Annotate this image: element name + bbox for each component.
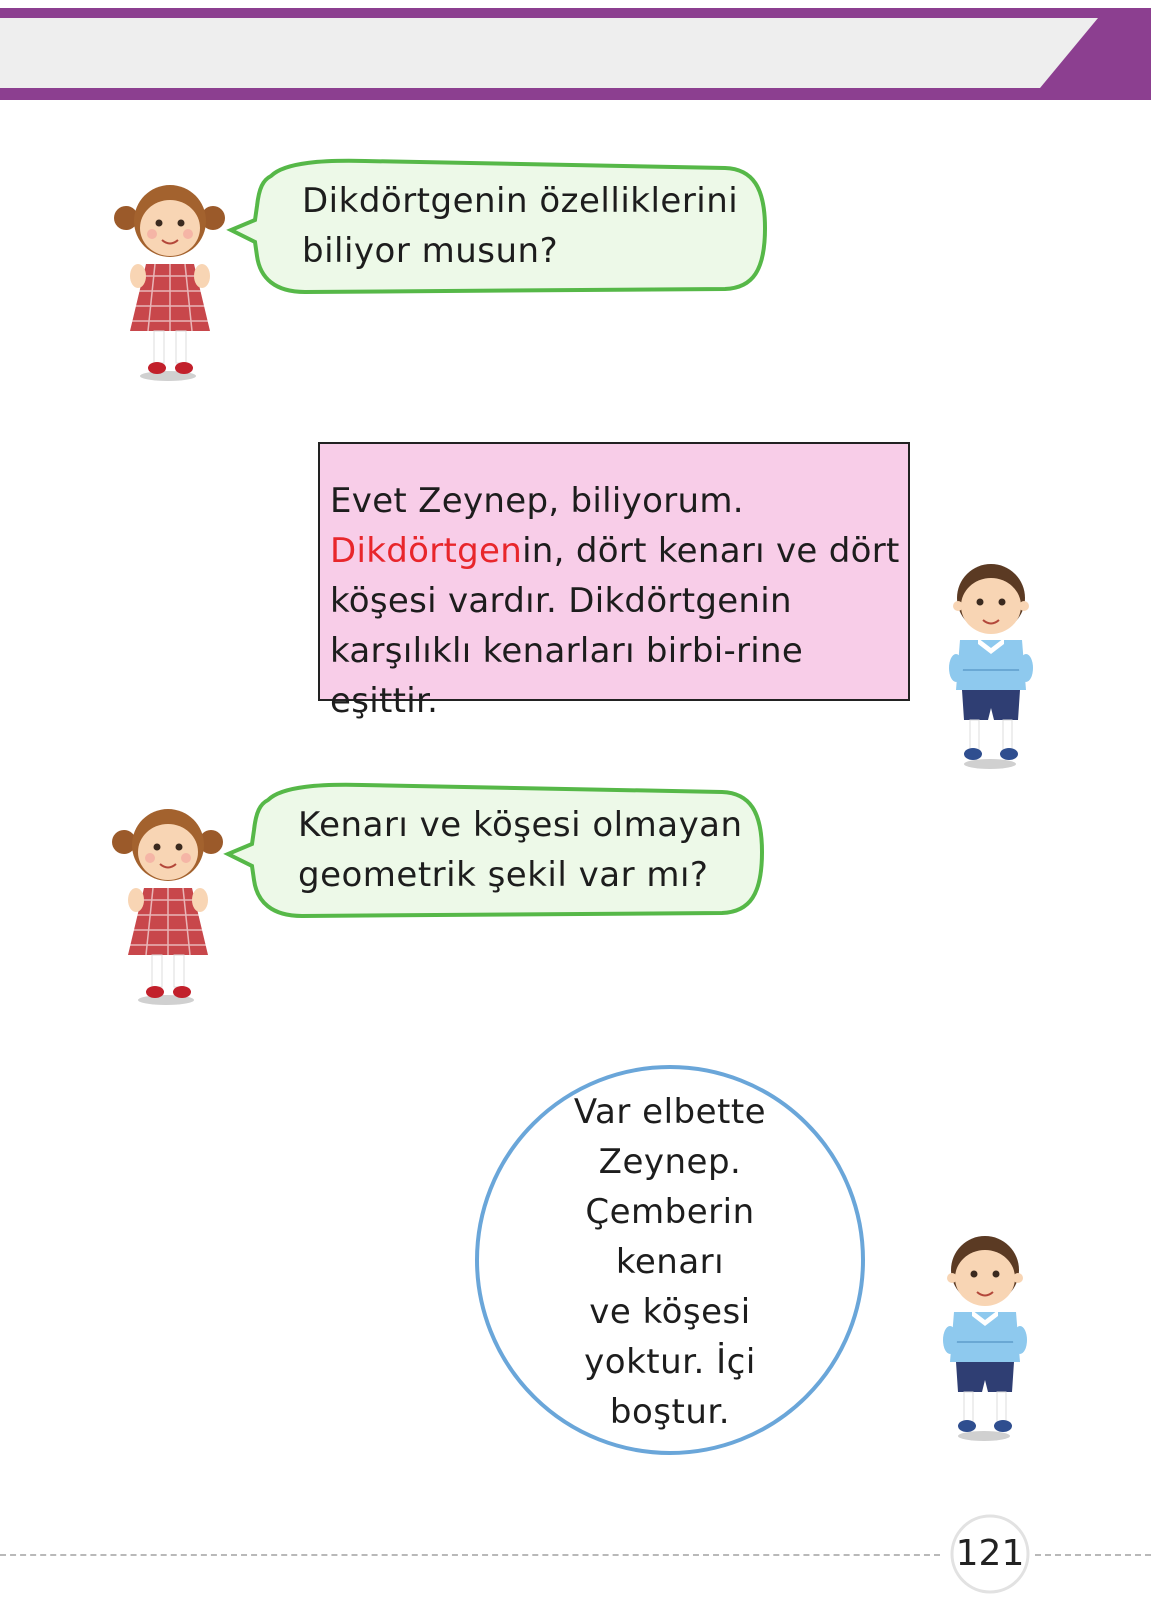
- page-header-band: [0, 0, 1151, 100]
- boy-answer-2: Var elbette Zeynep. Çemberin kenarı ve köşesi yoktur. İçi boştur.: [573, 1092, 767, 1432]
- footer-dashed-line-left: [0, 1554, 940, 1556]
- answer-1-highlight: Dikdörtgen: [330, 531, 523, 571]
- pink-answer-box: [318, 442, 910, 721]
- girl-character-icon: [110, 176, 230, 386]
- footer-dashed-line-right: [1035, 1554, 1151, 1556]
- girl-question-1: Dikdörtgenin özelliklerini biliyor musun?: [302, 181, 739, 271]
- boy-character-icon: [946, 558, 1036, 773]
- page-number: 121: [955, 1533, 1025, 1574]
- girl-character-icon: [108, 800, 228, 1010]
- boy-character-icon: [940, 1230, 1030, 1445]
- girl-question-2: Kenarı ve köşesi olmayan geometrik şekil var mı?: [298, 805, 743, 895]
- answer-1-text-start: Evet Zeynep, biliyorum.: [330, 481, 744, 521]
- page-number-badge: [950, 1514, 1030, 1594]
- answer-1-text-end: in, dört kenarı ve dört köşesi vardır. Dikdörtgenin karşılıklı kenarları birbi-rine eşittir.: [330, 531, 900, 721]
- boy-answer-1: [330, 476, 900, 726]
